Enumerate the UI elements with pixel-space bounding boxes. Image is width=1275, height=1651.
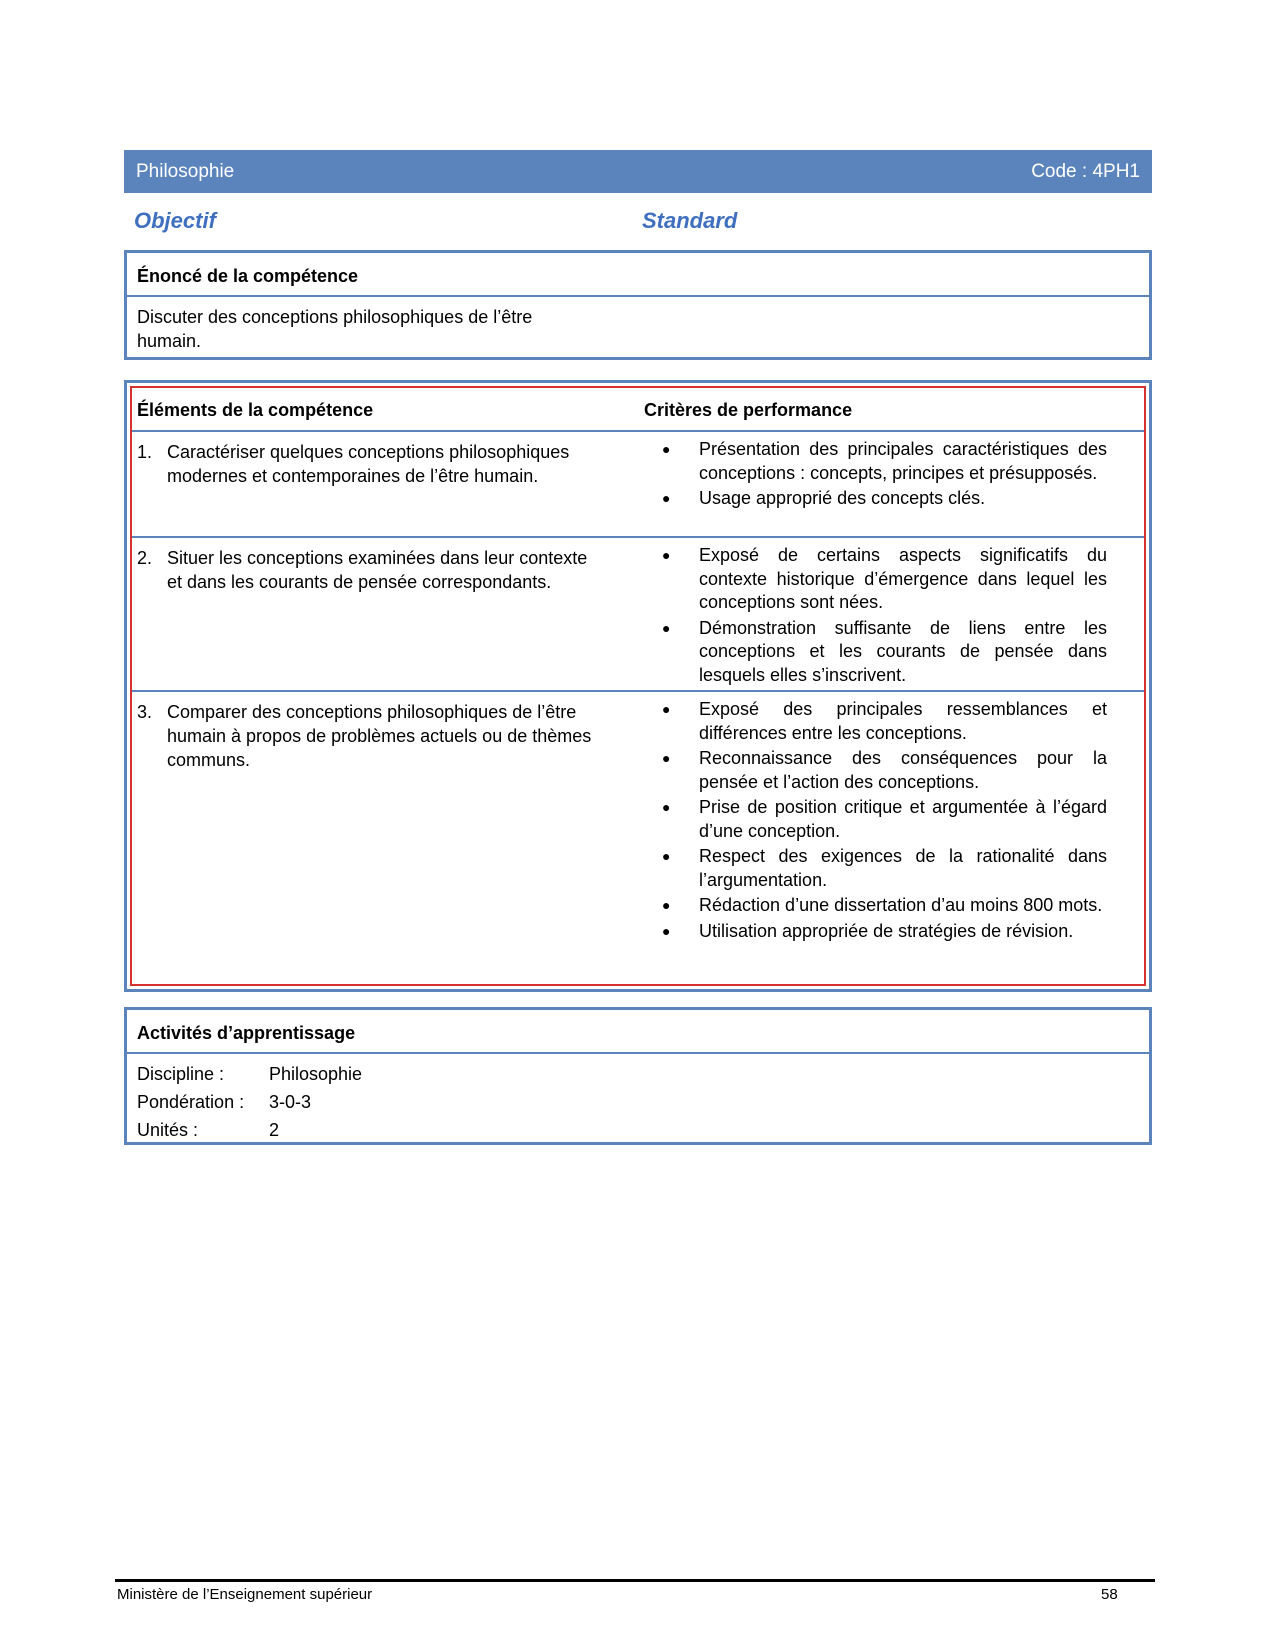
criterion-item: ● Usage approprié des concepts clés. xyxy=(662,487,1107,511)
element-text: Comparer des conceptions philosophiques de l’être humain à propos de problèmes actuels ou de thèmes communs. xyxy=(167,702,592,770)
enonce-text xyxy=(127,297,1149,361)
bullet-icon: ● xyxy=(662,848,671,864)
criterion-item: ● Utilisation appropriée de stratégies de révision. xyxy=(662,920,1107,944)
criterion-item: ● Présentation des principales caractéristiques des conceptions : concepts, principes et présupposés. xyxy=(662,438,1107,485)
footer-rule xyxy=(115,1579,1155,1582)
element-number: 2. xyxy=(137,548,153,568)
activites-body xyxy=(127,1054,1149,1152)
criteria-list-1 xyxy=(662,438,1107,513)
bullet-icon: ● xyxy=(662,441,671,457)
competence-row-2 xyxy=(132,538,1144,692)
activites-title: Activités d’apprentissage xyxy=(127,1010,1149,1054)
footer-ministry: Ministère de l’Enseignement supérieur xyxy=(117,1586,373,1603)
criterion-item: ● Reconnaissance des conséquences pour la pensée et l’action des conceptions. xyxy=(662,747,1107,794)
competence-frame xyxy=(130,386,1146,986)
element-2 xyxy=(137,546,607,594)
bullet-icon: ● xyxy=(662,750,671,766)
element-number: 3. xyxy=(137,702,153,722)
criteria-list-2 xyxy=(662,544,1107,689)
col-elements: Éléments de la compétence xyxy=(137,400,374,420)
unites-value: 2 xyxy=(269,1120,280,1140)
bullet-icon: ● xyxy=(662,799,671,815)
criterion-item: ● Prise de position critique et argumentée à l’égard d’une conception. xyxy=(662,796,1107,843)
enonce-line-2: humain. xyxy=(137,331,202,351)
criteria-list-3 xyxy=(662,698,1107,945)
standard-label: Standard xyxy=(642,208,738,233)
discipline-value: Philosophie xyxy=(269,1064,363,1084)
course-code: Code : 4PH1 xyxy=(1031,160,1140,182)
enonce-line-1: Discuter des conceptions philosophiques de l’être xyxy=(137,307,533,327)
criterion-item: ● Démonstration suffisante de liens entre les conceptions et les courants de pensée dans lesquels elles s’inscrivent. xyxy=(662,617,1107,688)
criterion-item: ● Rédaction d’une dissertation d’au moins 800 mots. xyxy=(662,894,1107,918)
unites-row xyxy=(137,1116,1139,1144)
element-text: Caractériser quelques conceptions philosophiques modernes et contemporaines de l’être humain. xyxy=(167,442,570,486)
header-bar xyxy=(124,150,1152,193)
activites-box xyxy=(124,1007,1152,1145)
unites-label: Unités : xyxy=(137,1120,199,1140)
discipline-row xyxy=(137,1060,1139,1088)
subject-name: Philosophie xyxy=(136,160,235,182)
bullet-icon: ● xyxy=(662,897,671,913)
ponderation-row xyxy=(137,1088,1139,1116)
element-1 xyxy=(137,440,607,488)
competence-table xyxy=(124,380,1152,992)
element-3 xyxy=(137,700,607,772)
discipline-label: Discipline : xyxy=(137,1064,225,1084)
col-criteres: Critères de performance xyxy=(644,400,853,420)
enonce-box xyxy=(124,250,1152,360)
criterion-item: ● Exposé des principales ressemblances et différences entre les conceptions. xyxy=(662,698,1107,745)
page-number: 58 xyxy=(1101,1586,1118,1603)
competence-row-3 xyxy=(132,692,1144,992)
bullet-icon: ● xyxy=(662,490,671,506)
competence-row-1 xyxy=(132,432,1144,538)
bullet-icon: ● xyxy=(662,922,671,939)
ponderation-label: Pondération : xyxy=(137,1092,245,1112)
bullet-icon: ● xyxy=(662,619,671,636)
criterion-item: ● Exposé de certains aspects significatifs du contexte historique d’émergence dans lequel les conceptions sont nées. xyxy=(662,544,1107,615)
element-text: Situer les conceptions examinées dans leur contexte et dans les courants de pensée correspondants. xyxy=(167,548,588,592)
objectif-label: Objectif xyxy=(134,208,216,233)
bullet-icon: ● xyxy=(662,701,671,717)
criterion-item: ● Respect des exigences de la rationalité dans l’argumentation. xyxy=(662,845,1107,892)
element-number: 1. xyxy=(137,442,153,462)
bullet-icon: ● xyxy=(662,547,671,563)
competence-header xyxy=(132,388,1144,432)
enonce-title: Énoncé de la compétence xyxy=(127,253,1149,297)
ponderation-value: 3-0-3 xyxy=(269,1092,312,1112)
